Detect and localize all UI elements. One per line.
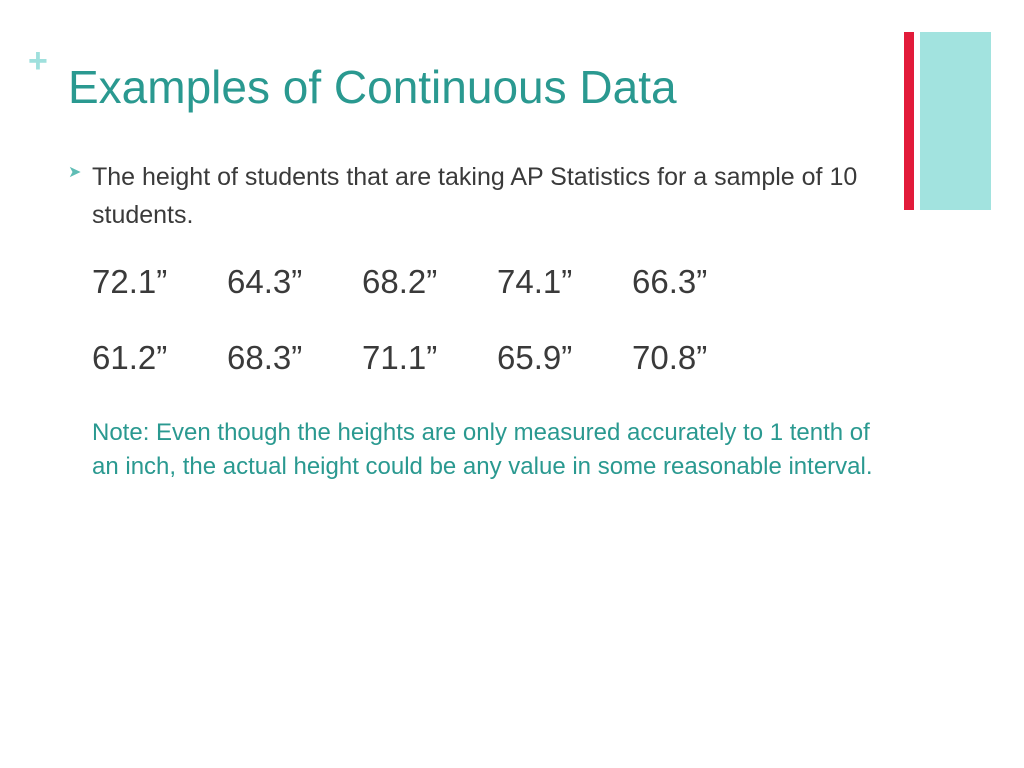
slide-title: Examples of Continuous Data	[68, 61, 677, 113]
height-value: 71.1”	[362, 339, 438, 376]
bullet-item	[68, 158, 878, 234]
height-value: 61.2”	[92, 339, 168, 376]
height-value: 72.1”	[92, 263, 168, 300]
heights-row-1	[92, 264, 767, 300]
height-value: 70.8”	[632, 339, 708, 376]
height-value: 65.9”	[497, 339, 573, 376]
height-value: 66.3”	[632, 263, 708, 300]
height-value: 64.3”	[227, 263, 303, 300]
height-value: 68.2”	[362, 263, 438, 300]
heights-row-2	[92, 340, 767, 376]
plus-icon: +	[28, 42, 48, 80]
red-accent-bar	[904, 32, 914, 210]
note-text: Note: Even though the heights are only measured accurately to 1 tenth of an inch, the actual height could be any value in some reasonable interval.	[92, 419, 873, 480]
height-value: 74.1”	[497, 263, 573, 300]
height-value: 68.3”	[227, 339, 303, 376]
bullet-text: The height of students that are taking AP Statistics for a sample of 10 students.	[92, 163, 858, 229]
arrow-bullet-icon: ➤	[68, 164, 82, 181]
teal-accent-block	[920, 32, 991, 210]
